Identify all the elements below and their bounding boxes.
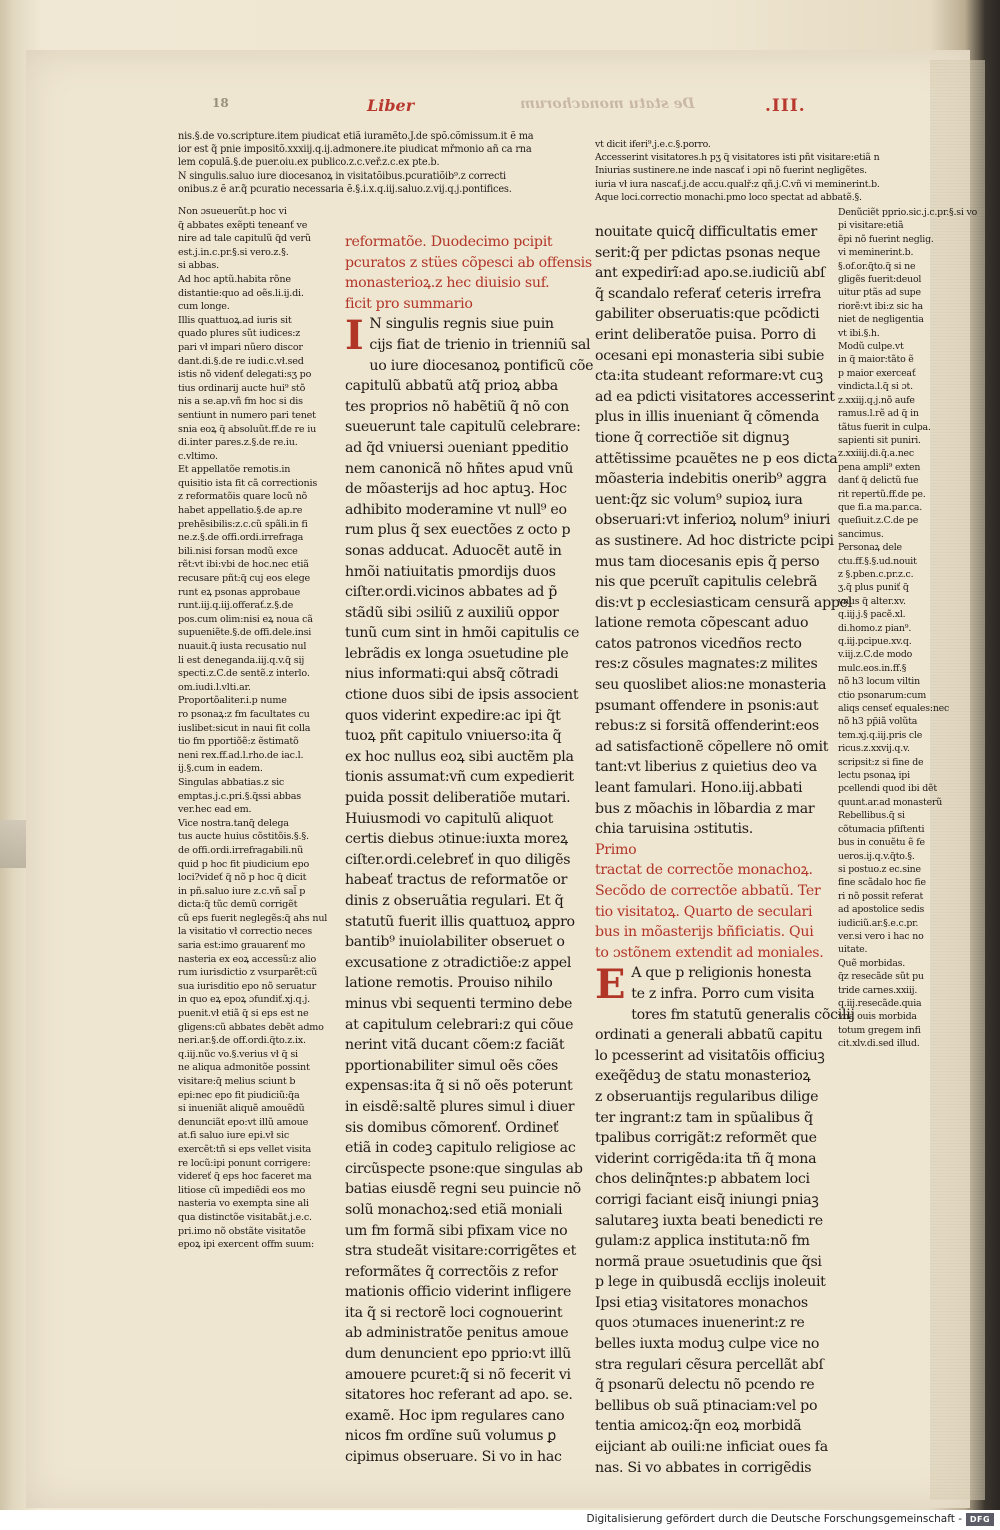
text-line: nius informati:qui absq̃ cõtradi: [345, 666, 559, 683]
gloss-line: habet appellatio.§.de ap.re: [178, 505, 303, 517]
text-line: sitatores hoc referant ad apo. se.: [345, 1387, 573, 1404]
gloss-line: prehẽsibilis:z.c.cũ spãli.in fi: [178, 518, 308, 530]
text-line: minus vbi sequenti termino debe: [345, 995, 573, 1012]
footer-credit: Digitalisierung gefördert durch die Deutsche Forschungsgemeinschaft -: [586, 1513, 962, 1525]
gloss-line: tem.xj.q.iij.pris cle: [838, 729, 923, 741]
text-line: um fm formã sibi pfixam vice no: [345, 1222, 568, 1239]
gloss-line: istis nõ videnť delegati:sʒ po: [178, 369, 312, 381]
text-line: sonas adducat. Aduocẽt autẽ in: [345, 542, 562, 559]
gloss-line: ctio psonarum:cum: [838, 689, 927, 701]
decorated-initial: I: [345, 312, 364, 360]
text-line: statutũ fuerit illis quattuoꝝ appro: [345, 913, 575, 930]
gloss-line: uitur ptãs ad supe: [838, 287, 921, 299]
text-line: serit:q̃ per pdictas psonas neque: [595, 244, 821, 261]
gloss-line: qua distinctõe visitabãt.j.e.c.: [178, 1211, 312, 1223]
text-line: cta:ita studeant reformare:vt cuꝫ: [595, 368, 823, 385]
gloss-line: vna ouis morbida: [838, 1011, 917, 1023]
gloss-line: iudiciũ.ar.§.e.c.pr.: [838, 917, 919, 929]
gloss-line: ad apostolice sedis: [838, 904, 925, 916]
gloss-line: Illis quattuoꝝ.ad iuris sit: [178, 314, 292, 326]
rubric-line: tractat de correctõe monachoꝝ.: [595, 862, 813, 879]
gloss-line: de offi.ordi.irrefragabili.nũ: [178, 844, 304, 856]
text-line: uo iure diocesanoꝝ pontificũ cõe: [369, 357, 594, 374]
gloss-line: Aque loci.correctio monachi.pmo loco spectat ad abbatẽ.§.: [595, 191, 862, 203]
gloss-line: specti.z.C.de sentẽ.z interlo.: [178, 668, 310, 680]
text-line: cijs fiat de trienio in trienniũ sal: [369, 336, 591, 353]
gloss-line: iuria vł iura nascať.j.de accu.qualř:z qñ.j.C.vñ vi meminerint.b.: [595, 178, 880, 190]
gloss-line: saria est:imo grauarenť mo: [178, 940, 306, 952]
gloss-line: ẽpi nõ fuerint neglig.: [838, 233, 934, 245]
gloss-line: p maior exerceať: [838, 367, 916, 379]
text-line: dinis z obseruãtia regulari. Et q̃: [345, 893, 564, 909]
gloss-line: pcellendi quod ibi dẽt: [838, 783, 937, 795]
text-line: gulam:z applica instituta:nõ fm: [595, 1233, 810, 1250]
gloss-line: sapienti sit puniri.: [838, 434, 921, 446]
gloss-line: nis a se.ap.vñ fm hoc si dis: [178, 396, 303, 408]
text-line: ita q̃ si rectorẽ loci cognouerint: [345, 1304, 563, 1321]
gloss-line: videreť q̃ eps hoc faceret ma: [178, 1171, 312, 1183]
gloss-line: q.iij.nũc vo.§.verius vł q̃ si: [178, 1048, 298, 1060]
text-line: puida possit deliberatiõe mutari.: [345, 790, 571, 807]
book-number: .III.: [765, 96, 806, 116]
text-line: ad q̃d vniuersi ɔueniant ppeditio: [345, 439, 569, 456]
text-line: hmõi natiuitatis pmordijs duos: [345, 563, 556, 580]
gloss-line: ricus.z.xxvij.q.v.: [838, 743, 910, 755]
text-line: nis que pceruĩt capitulis celebrã: [595, 574, 818, 591]
text-line: reformãtes q̃ correctõis z refor: [345, 1263, 558, 1280]
gloss-line: est.j.in.c.pr.§.si vero.z.§.: [178, 246, 289, 258]
text-line: sis domibus cõmorenť. Ordineť: [345, 1119, 559, 1136]
gloss-line: ctu.ff.§.§.ud.nouit: [838, 555, 917, 567]
gloss-line: in quo eꝝ epoꝝ ɔfundiť.xj.q.j.: [178, 994, 310, 1006]
gloss-line: emptas.j.c.pri.§.q̃ssi abbas: [178, 790, 301, 802]
text-line: ad ea pdicti visitatores accesserint: [595, 388, 835, 405]
gloss-line: Vice nostra.tanq̃ delega: [178, 817, 289, 829]
gloss-line: Quẽ morbidas.: [838, 957, 906, 969]
gloss-line: v.iij.z.C.de modo: [838, 649, 913, 661]
gloss-line: vi meminerint.b.: [838, 247, 914, 259]
text-line: de mõasterijs ad hoc aptuꝫ. Hoc: [345, 481, 567, 498]
gloss-line: re locũ:ipi ponunt corrigere:: [178, 1157, 311, 1169]
text-line: dis:vt p ecclesiasticam censurã appel: [595, 594, 852, 611]
gloss-line: puenit.vł etiã q̃ si eps est ne: [178, 1008, 309, 1020]
gloss-line: si abbas.: [178, 260, 219, 272]
text-line: chia taruisina ɔstitutis.: [595, 821, 753, 838]
text-line: nicos fm ordĩne suũ volumus ꝑ: [345, 1428, 557, 1445]
text-line: tentia amicoꝝ:q̃n eoꝝ morbidã: [595, 1418, 802, 1435]
gloss-line: litiose cũ impediẽdi eos mo: [178, 1184, 306, 1196]
gloss-line: la visitatio vł correctio neces: [178, 926, 312, 938]
gloss-line: di.inter pares.z.§.de re.iu.: [178, 437, 298, 449]
text-line: attẽtissime pcauẽtes ne p eos dicta: [595, 450, 838, 467]
show-through-text: De statu monachorum: [520, 96, 695, 112]
text-line: habeať tractus de reformatõe or: [345, 872, 568, 889]
gloss-line: fine scãdalo hoc fie: [838, 877, 926, 889]
text-line: cipimus obseruare. Si vo in hac: [345, 1449, 562, 1466]
gloss-line: nuauit.q̃ iusta recusatio nul: [178, 641, 307, 652]
text-line: pportionabiliter simul oẽs cões: [345, 1057, 558, 1074]
text-line: nem canonicã nõ hñtes apud vnũ: [345, 460, 574, 477]
text-line: batias eiusdẽ regni seu puincie nõ: [345, 1181, 581, 1198]
text-line: belles iuxta moduꝫ culpe vice no: [595, 1336, 820, 1353]
gloss-line: nasteria vo exempta sine ali: [178, 1198, 309, 1210]
text-line: seu quoslibet alios:ne monasteria: [595, 677, 827, 694]
text-line: eijciant ab ouili:ne inficiat oues fa: [595, 1439, 828, 1456]
rubric-line: Primo: [595, 841, 637, 858]
gloss-line: q̃ abbates exẽpti teneanť ve: [178, 219, 308, 231]
text-line: in eisdẽ:saltẽ plures simul i diuer: [345, 1098, 575, 1115]
footer-bar: [0, 1510, 1000, 1530]
text-line: stra regulari cẽsura percellãt abſ: [595, 1356, 824, 1373]
text-line: excusatione z ɔtradictiõe:z appel: [345, 954, 572, 971]
rubric-line: tio visitatoꝝ. Quarto de seculari: [595, 903, 813, 920]
gloss-line: pena ampli⁹ exten: [838, 461, 921, 473]
text-line: lebrãdis ex longa ɔsuetudine ple: [345, 645, 569, 662]
text-line: lo pcesserint ad visitatõis officiuꝫ: [595, 1047, 825, 1064]
text-line: bellibus ob suã ptinaciam:vel po: [595, 1397, 818, 1414]
gloss-line: ver.hec ead em.: [178, 804, 252, 816]
gloss-line: totum gregem infi: [838, 1024, 921, 1036]
gloss-line: quado plures sũt iudices:z: [178, 328, 301, 340]
text-line: psumant offendere in psonis:aut: [595, 697, 819, 714]
gloss-line: Ad hoc aptũ.habita rõne: [178, 273, 291, 285]
gloss-line: runt eꝝ psonas approbaue: [178, 586, 301, 598]
text-line: mõasteria indebitis onerib⁹ aggra: [595, 471, 827, 488]
gloss-line: neni rex.ff.ad.l.rho.de iac.l.: [178, 749, 304, 761]
gloss-line: aliqs censeť equales:nec: [838, 703, 950, 715]
gloss-line: at.fi saluo iure epi.vł sic: [178, 1130, 290, 1142]
gloss-line: §.of.or.q̃to.q̃ si ne: [838, 260, 916, 272]
gloss-line: recusare pñt:q̃ cuj eos elege: [178, 573, 311, 585]
text-line: capitulũ abbatũ atq̃ prioꝝ abba: [345, 378, 558, 395]
gloss-line: onibus.z ẽ ar.q̃ pcuratio necessaria ẽ.§.i.x.q.iij.saluo.z.vij.q.j.pontifices.: [178, 183, 512, 195]
text-line: Ipsi etiaꝫ visitatores monachos: [595, 1294, 808, 1311]
text-line: exeq̃ẽduꝫ de statu monasterioꝝ: [595, 1068, 811, 1085]
gloss-line: N singulis.saluo iure diocesanoꝝ in visitatõibus.pcuratiõib⁹.z correcti: [178, 170, 506, 182]
text-line: at capitulum celebrari:z qui cõue: [345, 1016, 574, 1033]
gloss-line: tius ordinarij aucte hui⁹ stõ: [178, 382, 306, 394]
text-line: chos delinq̃ntes:p abbatem loci: [595, 1171, 810, 1188]
text-line: latione remota cõpescant aduo: [595, 615, 809, 632]
text-line: plus in illis inueniant q̃ cõmenda: [595, 409, 820, 426]
text-line: tionis assumat:vñ cum expedierit: [345, 769, 574, 786]
text-line: ter ingrant:z tam in spũalibus q̃: [595, 1109, 813, 1126]
rubric-line: Secõdo de correctõe abbatũ. Ter: [595, 883, 821, 899]
text-line: tant:vt liberius z quietius deo va: [595, 759, 817, 776]
text-line: certis diebus ɔtinue:iuxta moreꝝ: [345, 831, 568, 848]
gloss-line: pos.cum olim:nisi eꝝ noua cã: [178, 613, 313, 625]
text-line: ciſter.ordi.vicinos abbates ad p̃: [345, 584, 558, 601]
gloss-line: z.xxiiij.di.q̃.a.nec: [838, 448, 914, 460]
folio-number: 18: [212, 96, 229, 110]
gloss-line: nis.§.de vo.scripture.item piudicat etiã iuramẽto.J.de spõ.cõmissum.it ẽ ma: [178, 131, 534, 142]
text-line: q̃ scandalo referať ceteris irrefra: [595, 285, 822, 302]
gloss-line: gligens:cũ abbates debẽt admo: [178, 1021, 324, 1033]
gloss-line: ueros.ij.q.v.q̃to.§.: [838, 850, 915, 862]
gloss-line: ʒ.q̃ plus puniť q̃: [838, 582, 909, 594]
gloss-line: z.xxiij.q.j.nõ aufe: [838, 394, 915, 406]
gloss-line: tio fm pportiõẽ:z ẽstimatõ: [178, 736, 299, 748]
gloss-line: tãtus fuerit in culpa.: [838, 421, 931, 433]
gloss-line: li est deneganda.iij.q.v.q̃ sij: [178, 654, 305, 666]
text-line: circũspecte psone:que singulas ab: [345, 1160, 583, 1177]
gloss-line: q.iij.resecãde.quia: [838, 997, 922, 1009]
text-line: ctione duos sibi de ipsis associent: [345, 687, 579, 704]
gloss-line: nõ h3 pp̃iã volũta: [838, 716, 918, 728]
text-line: ocesani epi monasteria sibi subie: [595, 347, 825, 364]
text-line: nas. Si vo abbates in corrigẽdis: [595, 1459, 812, 1476]
rubric-line: ficit pro summario: [345, 295, 473, 312]
gloss-line: ramus.l.rẽ ad q̃ in: [838, 408, 919, 420]
gloss-line: danť q̃ delictũ fue: [838, 475, 919, 487]
text-line: salutareꝫ iuxta beati benedicti re: [595, 1212, 823, 1229]
text-line: stãdũ sibi ɔsiliũ z auxiliũ oppor: [345, 604, 559, 621]
gloss-line: tride carnes.xxiij.: [838, 984, 918, 996]
text-line: mationis officio viderint infligere: [345, 1284, 572, 1301]
gloss-line: loci?videť q̃ nõ p hoc q̃ dicit: [178, 872, 307, 884]
text-line: A que p religionis honesta: [631, 965, 812, 982]
gloss-line: c.vltimo.: [178, 450, 218, 462]
text-line: ordinati a generali abbatũ capitu: [595, 1027, 823, 1044]
gloss-line: Singulas abbatias.z sic: [178, 776, 285, 788]
gloss-line: om.iudi.l.vlti.ar.: [178, 681, 251, 693]
text-line: examẽ. Hoc ipm regulares cano: [345, 1407, 565, 1424]
gloss-line: vt dicit iferi⁹.j.e.c.§.porro.: [595, 139, 711, 150]
text-line: expensas:ita q̃ si nõ oẽs poterunt: [345, 1078, 573, 1095]
gloss-line: ver.si vero i hac no: [838, 930, 924, 942]
gloss-line: distantie:quo ad oẽs.li.ij.di.: [178, 287, 304, 299]
gloss-line: Proportõaliter.i.p nume: [178, 695, 287, 707]
text-line: tores fm statutũ generalis cõcilij: [631, 1006, 855, 1023]
gloss-line: denunciãt epo:vt illũ amoue: [178, 1116, 309, 1128]
gloss-line: pri.imo nõ obstãte visitatõe: [178, 1225, 306, 1237]
rubric-line: monasterioꝝ.z hec diuisio suf.: [345, 275, 550, 292]
gloss-line: niet de negligentia: [838, 314, 924, 326]
gloss-line: uitate.: [838, 944, 868, 956]
text-line: nerint vitã ducant cõem:z faciãt: [345, 1037, 565, 1054]
gloss-line: cit.xlv.di.sed illud.: [838, 1038, 920, 1050]
text-line: catos patronos vicedños recto: [595, 635, 802, 652]
gloss-line: pi visitare:etiã: [838, 220, 904, 232]
gloss-line: neri.ar.§.de off.ordi.q̃to.z.ix.: [178, 1035, 306, 1047]
gloss-line: gligẽs fuerit:deuol: [838, 274, 922, 286]
gloss-line: ne.z.§.de offi.ordi.irrefraga: [178, 532, 304, 544]
text-line: res:z cõsules magnates:z milites: [595, 656, 818, 673]
gloss-line: cõtumacia pſiſtenti: [838, 823, 925, 835]
gloss-line: Rebellibus.q̃ si: [838, 810, 905, 822]
rubric-line: reformatõe. Duodecimo pcipit: [345, 234, 553, 250]
decorated-initial: E: [595, 961, 626, 1009]
gloss-line: dicta:q̃ tũc demũ corrigẽt: [178, 899, 298, 911]
gloss-line: mulc.eos.in.ff.§: [838, 662, 907, 674]
gloss-line: epoꝝ ipi exercent offm suum:: [178, 1239, 315, 1251]
gloss-line: Personaꝝ dele: [838, 542, 902, 554]
gloss-line: z §.pben.c.pr.z.c.: [838, 568, 914, 580]
text-line: uent:q̃z sic volum⁹ supioꝝ iura: [595, 491, 803, 508]
gloss-line: ij.§.cum in eadem.: [178, 763, 263, 775]
text-line: mus tam diocesanis epis q̃ perso: [595, 553, 820, 570]
gloss-line: Denũciẽt pprio.sic.j.c.pr.§.si vo: [838, 207, 978, 218]
gloss-line: ri nõ possit referat: [838, 890, 924, 902]
text-line: quos viderint expedire:ac ipi q̃t: [345, 707, 561, 724]
gloss-line: snia eoꝝ q̃ absoluũt.ff.de re iu: [178, 423, 317, 435]
text-line: N singulis regnis siue puin: [369, 316, 554, 333]
gloss-line: visitare:q̃ melius sciunt b: [178, 1076, 296, 1087]
gloss-line: lem copulã.§.de puer.oiu.ex publico.z.c.veř.z.c.ex pte.b.: [178, 157, 440, 169]
gloss-line: Modũ culpe.vt: [838, 341, 904, 353]
gloss-line: nasteria ex eoꝝ accessũ:z alio: [178, 953, 317, 965]
text-line: amouere pcuret:q̃ si nõ fecerit vi: [345, 1366, 571, 1383]
gloss-line: runt.iij.q.iij.offerať.z.§.de: [178, 600, 294, 612]
text-line: quos ɔtumaces inuenerint:z re: [595, 1315, 805, 1332]
gloss-line: bus in conuẽtu ẽ fe: [838, 837, 925, 849]
rubric-line: bus in mõasterijs bñficiatis. Qui: [595, 924, 814, 941]
text-line: stra studeãt visitare:corrigẽtes et: [345, 1243, 577, 1260]
gloss-line: vt ibi.§.h.: [838, 327, 880, 339]
gloss-line: vnus q̃ alter.xv.: [838, 595, 906, 607]
gloss-line: Et appellatõe remotis.in: [178, 464, 291, 476]
main-text-column-a: [345, 232, 594, 1466]
gloss-line: nõ h3 locum viltin: [838, 676, 920, 688]
dfg-logo: DFG: [966, 1513, 994, 1526]
gloss-line: cum longe.: [178, 301, 230, 313]
gloss-line: supueniẽte.§.de offi.dele.insi: [178, 627, 312, 639]
gloss-line: exercẽt:tñ si eps vellet visita: [178, 1143, 312, 1155]
text-line: viderint corrigẽda:ita tñ q̃ mona: [595, 1150, 817, 1167]
text-line: rebus:z si forsitã offenderint:eos: [595, 718, 819, 735]
gloss-line: que fi.a ma.par.ca.: [838, 501, 923, 513]
gloss-line: bili.nisi forsan modũ exce: [178, 545, 298, 557]
gloss-line: si inueniãt aliquẽ amouẽdũ: [178, 1103, 305, 1115]
right-gloss-column: [838, 206, 978, 1076]
main-text-column-b: [595, 222, 855, 1476]
gloss-line: Accesserint visitatores.h pʒ q̃ visitatores isti pñt visitare:etiã n: [595, 152, 880, 164]
text-line: tuoꝝ pñt capitulo vniuerso:ita q̃: [345, 728, 562, 745]
rubric-line: to ɔstõnem extendit ad moniales.: [595, 944, 824, 961]
gloss-line: pari vł impari nũero discor: [178, 341, 303, 353]
gloss-line: ne aliqua admonitõe possint: [178, 1062, 310, 1074]
text-line: tione q̃ correctiõe sit dignuꝫ: [595, 429, 790, 446]
gloss-line: z reformatõis quare locũ nõ: [178, 491, 308, 503]
left-gloss-column: [178, 205, 338, 1275]
gloss-line: si postuo.z ec.sine: [838, 863, 921, 875]
gloss-line: quisitio ista fit cã correctionis: [178, 477, 318, 489]
text-line: etiã in codeꝫ capitulo religiose ac: [345, 1140, 576, 1157]
gloss-line: sua iurisditio epo nõ seruatur: [178, 980, 317, 992]
gloss-line: q.iij.pcipue.xv.q.: [838, 636, 912, 647]
text-line: latione remotis. Prouiso nihilo: [345, 975, 553, 992]
text-line: sueuerunt tale capitulũ celebrare:: [345, 419, 581, 436]
gloss-line: epi:nec epo fit piudiciũ:q̃a: [178, 1089, 300, 1101]
gloss-line: lectu psonaꝝ ipi: [838, 770, 910, 782]
gloss-line: sentiunt in numero pari tenet: [178, 409, 316, 421]
text-line: erint deliberatõe puisa. Porro di: [595, 326, 816, 343]
gloss-line: ior est q̃ pnie impositõ.xxxiij.q.ij.admonere.ite piudicat mřmonio añ ca rna: [178, 144, 532, 156]
gloss-line: rum iurisdictio z vsurparẽt:cũ: [178, 967, 318, 979]
text-line: normã praue ɔsuetudinis que q̃si: [595, 1253, 822, 1270]
text-line: ant expedirĩ:ad apo.se.iudiciũ abſ: [595, 265, 825, 282]
top-gloss: [178, 130, 588, 210]
text-line: leant famulari. Hono.iij.abbati: [595, 780, 803, 797]
text-line: ex hoc nullus eoꝝ sibi auctẽm pla: [345, 748, 574, 765]
text-line: bus z mõachis in lõbardia z mar: [595, 800, 815, 817]
gloss-line: Non ɔsueuerũt.p hoc vi: [178, 206, 287, 217]
gloss-line: in q̃ maior:tãto ẽ: [838, 354, 914, 366]
gloss-line: quid p hoc fit piudicium epo: [178, 858, 310, 870]
text-line: dum denuncient epo pprio:vt illũ: [345, 1346, 572, 1363]
text-line: rum plus q̃ sex euectões z octo p: [345, 522, 571, 539]
text-line: as sustinere. Ad hoc districte pcipi: [595, 532, 834, 549]
gloss-line: Iniurias sustinere.ne inde nascať i ɔpi nõ fuerint negligẽtes.: [595, 165, 867, 177]
text-line: tunũ cum sint in hmõi capitulis ce: [345, 625, 580, 642]
gloss-line: rit repertũ.ff.de pe.: [838, 488, 926, 500]
rubric-block: [345, 232, 592, 314]
running-head-liber: Liber: [367, 96, 415, 115]
text-line: obseruari:vt inferioꝝ nolum⁹ iniuri: [595, 512, 831, 529]
text-line: tpalibus corrigãt:z reformẽt que: [595, 1130, 817, 1147]
gloss-line: quunt.ar.ad monasterũ: [838, 796, 943, 808]
gloss-line: q̃z resecãde sũt pu: [838, 971, 924, 983]
gloss-line: nire ad tale capitulũ q̃d verũ: [178, 233, 311, 245]
gloss-line: riorẽ:vt ibi:z sic ha: [838, 300, 923, 312]
text-line: solũ monachoꝝ:sed etiã moniali: [345, 1201, 563, 1218]
gloss-line: di.homo.z pian⁹.: [838, 622, 912, 634]
gloss-line: vindicta.l.q̃ si ɔt.: [838, 381, 913, 393]
gloss-line: iuslibet:sicut in naui fit colla: [178, 722, 311, 734]
rubric-block: [595, 840, 827, 964]
text-line: ciſter.ordi.celebreť in quo diligẽs: [345, 851, 571, 868]
text-line: Huiusmodi vo capitulũ aliquot: [345, 810, 553, 827]
text-line: gabiliter obseruatis:que pcõdicti: [595, 306, 820, 323]
gloss-line: in pñ.saluo iure z.c.vñ sal̃ p: [178, 885, 306, 897]
gloss-line: dant.di.§.de re iudi.c.vł.sed: [178, 355, 304, 367]
text-line: te z infra. Porro cum visita: [631, 985, 815, 1002]
gloss-line: scripsit:z si fine de: [838, 756, 924, 768]
gloss-line: tus aucte huius cõstitõis.§.§.: [178, 831, 309, 843]
text-line: tes proprios nõ habẽtiũ q̃ nõ con: [345, 398, 569, 415]
gloss-line: queſiuit.z.C.de pe: [838, 515, 919, 527]
text-line: adhibito moderamine vt null⁹ eo: [345, 501, 567, 518]
gloss-line: cũ eps fuerit neglegẽs:q̃ ahs nul: [178, 912, 328, 924]
text-line: q̃ psonarũ delectu nõ pcendo re: [595, 1377, 815, 1394]
text-line: ad satisfactionẽ cõpellere nõ omit: [595, 738, 829, 755]
rubric-line: pcuratos z stües cõpesci ab offensis: [345, 254, 592, 271]
text-line: z obseruantijs regularibus dilige: [595, 1088, 819, 1105]
text-line: nouitate quicq̃ difficultatis emer: [595, 224, 818, 240]
text-line: p lege in quibusdã ecclijs inoleuit: [595, 1274, 826, 1291]
gloss-line: q.iij.j.§ pacẽ.xl.: [838, 609, 906, 621]
gloss-line: rẽt:vt ibi:vbi de hoc.nec etiã: [178, 559, 309, 571]
gloss-line: sancimus.: [838, 528, 884, 540]
text-line: ab administratõe penitus amoue: [345, 1325, 569, 1342]
text-line: bantib⁹ inuiolabiliter obseruet o: [345, 934, 565, 951]
gloss-line: ro psonaꝝ:z fm facultates cu: [178, 708, 310, 720]
text-line: corrigi faciant eisq̃ iniungi pniaꝫ: [595, 1191, 819, 1208]
